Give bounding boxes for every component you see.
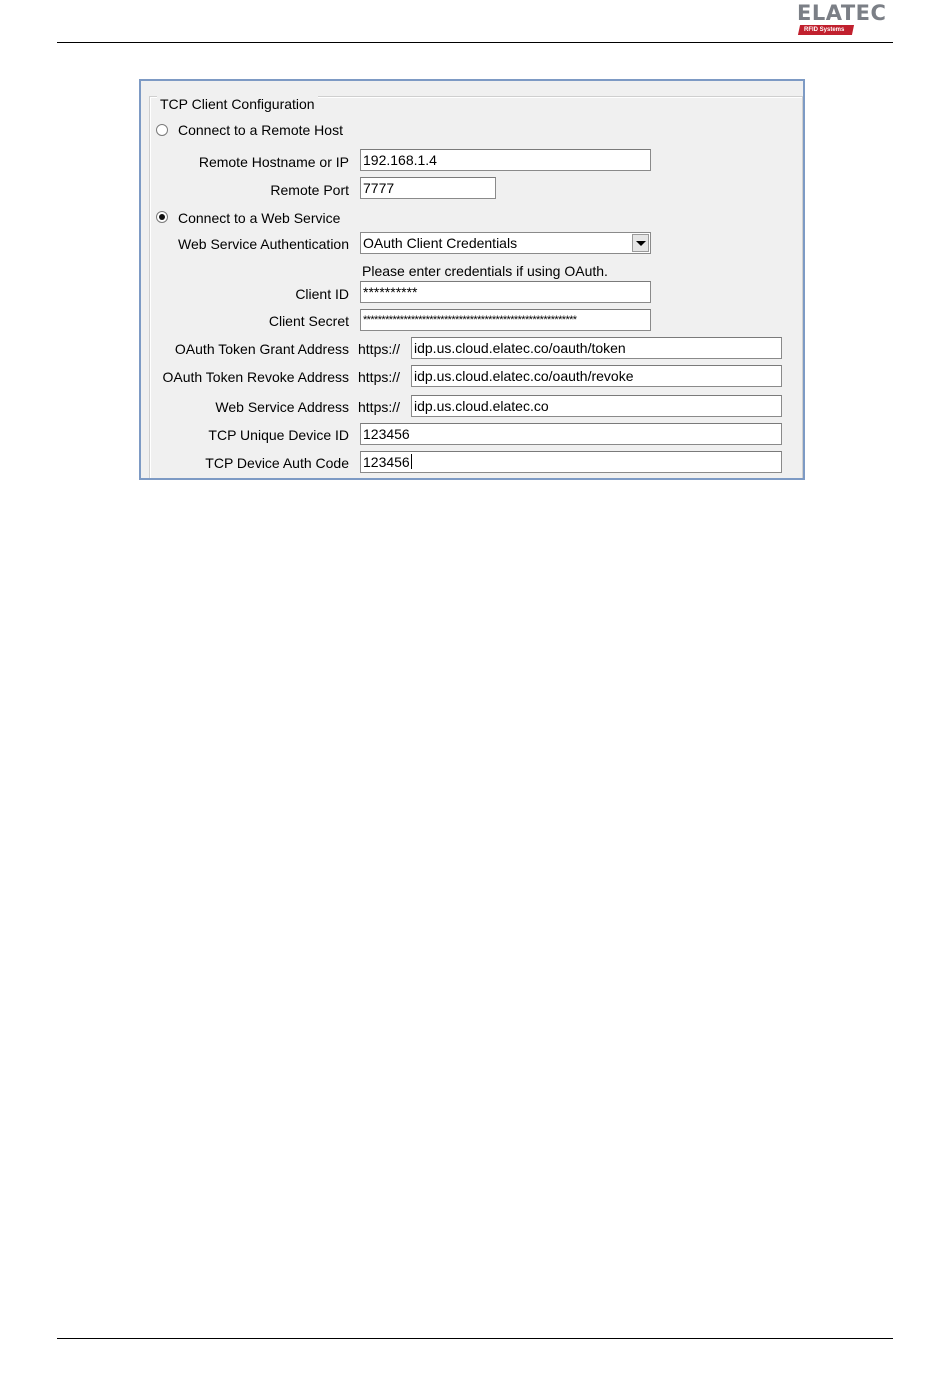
web-service-address-input[interactable]: idp.us.cloud.elatec.co xyxy=(411,395,782,417)
token-grant-label: OAuth Token Grant Address xyxy=(174,341,349,357)
brand-subtitle: RFID Systems xyxy=(804,27,845,33)
radio-selected-dot xyxy=(159,214,165,220)
client-secret-input[interactable]: ********************************************************** xyxy=(360,309,651,331)
token-grant-prefix: https:// xyxy=(358,341,401,357)
client-id-input[interactable]: ********** xyxy=(360,281,651,303)
web-service-address-label: Web Service Address xyxy=(215,399,349,415)
auth-select[interactable] xyxy=(360,232,651,254)
token-revoke-prefix: https:// xyxy=(358,369,401,385)
footer-rule xyxy=(57,1338,893,1339)
screenshot-frame xyxy=(139,79,805,480)
remote-host-radio[interactable] xyxy=(156,124,168,136)
chevron-down-icon xyxy=(636,241,646,246)
group-title: TCP Client Configuration xyxy=(157,96,318,112)
web-service-radio-label[interactable]: Connect to a Web Service xyxy=(178,210,341,226)
dropdown-button[interactable] xyxy=(632,234,649,252)
auth-code-input[interactable] xyxy=(360,451,782,473)
auth-select-value: OAuth Client Credentials xyxy=(363,235,518,251)
auth-label: Web Service Authentication xyxy=(178,236,349,252)
auth-code-label: TCP Device Auth Code xyxy=(205,455,349,471)
token-revoke-label: OAuth Token Revoke Address xyxy=(162,369,349,385)
web-service-address-prefix: https:// xyxy=(358,399,401,415)
text-cursor xyxy=(411,454,412,469)
auth-note: Please enter credentials if using OAuth. xyxy=(362,263,608,279)
remote-hostname-label: Remote Hostname or IP xyxy=(198,154,349,170)
token-revoke-input[interactable]: idp.us.cloud.elatec.co/oauth/revoke xyxy=(411,365,782,387)
device-id-input[interactable]: 123456 xyxy=(360,423,782,445)
remote-hostname-input[interactable]: 192.168.1.4 xyxy=(360,149,651,171)
auth-code-value: 123456 xyxy=(363,454,410,470)
remote-port-label: Remote Port xyxy=(270,182,349,198)
remote-port-input[interactable]: 7777 xyxy=(360,177,496,199)
client-id-label: Client ID xyxy=(295,286,349,302)
elatec-logo xyxy=(797,2,897,38)
device-id-label: TCP Unique Device ID xyxy=(208,427,349,443)
token-grant-input[interactable]: idp.us.cloud.elatec.co/oauth/token xyxy=(411,337,782,359)
client-secret-label: Client Secret xyxy=(268,313,349,329)
brand-name: ELATEC xyxy=(797,1,887,25)
web-service-radio[interactable] xyxy=(156,211,168,223)
header-rule xyxy=(57,42,893,43)
remote-host-radio-label[interactable]: Connect to a Remote Host xyxy=(178,122,343,138)
